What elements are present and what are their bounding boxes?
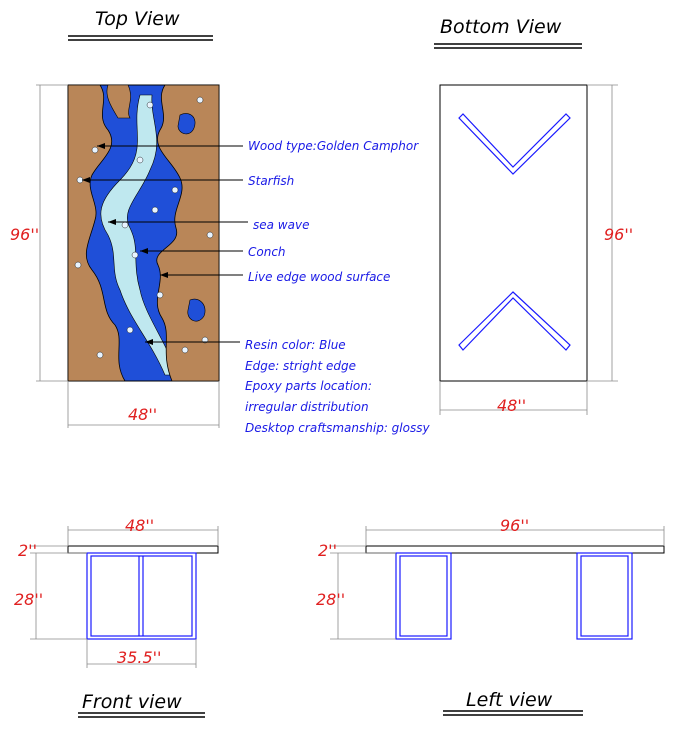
bottom-length-dimension: 96''	[604, 225, 634, 244]
callout-epoxy-location: Epoxy parts location:	[245, 379, 372, 393]
callout-live-edge: Live edge wood surface	[248, 270, 391, 284]
callout-conch: Conch	[248, 245, 286, 259]
front-view-title: Front view	[82, 691, 182, 713]
left-length-dimension: 96''	[500, 516, 530, 535]
front-width-dimension: 48''	[125, 516, 155, 535]
left-view-title: Left view	[466, 689, 553, 711]
left-thickness-dimension: 2''	[318, 541, 337, 560]
callout-sea-wave: sea wave	[253, 218, 310, 232]
top-length-dimension: 96''	[10, 225, 40, 244]
front-view-table	[68, 546, 218, 639]
callout-craftsmanship: Desktop craftsmanship: glossy	[245, 421, 430, 435]
callout-edge: Edge: stright edge	[245, 359, 357, 373]
bottom-view-title: Bottom View	[440, 16, 562, 38]
top-view-tabletop	[68, 85, 219, 381]
callout-resin-color: Resin color: Blue	[245, 338, 346, 352]
front-thickness-dimension: 2''	[18, 541, 37, 560]
top-width-dimension: 48''	[128, 405, 158, 424]
callout-starfish: Starfish	[248, 174, 295, 188]
left-view-table	[366, 546, 664, 639]
bottom-view-tabletop	[440, 85, 587, 381]
front-base-dimension: 35.5''	[117, 648, 162, 667]
top-view-title: Top View	[95, 8, 180, 30]
callout-distribution: irregular distribution	[245, 400, 369, 414]
left-height-dimension: 28''	[316, 590, 346, 609]
callout-wood-type: Wood type:Golden Camphor	[248, 139, 419, 153]
front-height-dimension: 28''	[14, 590, 44, 609]
bottom-width-dimension: 48''	[497, 396, 527, 415]
